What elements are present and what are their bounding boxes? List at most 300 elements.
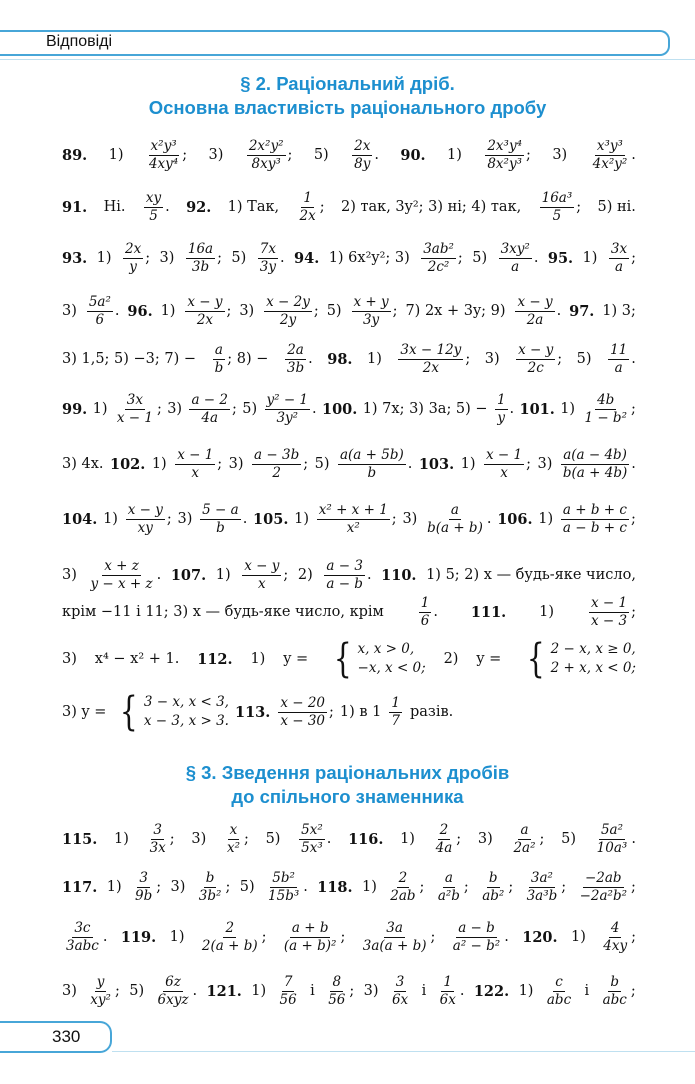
punctuation: ;	[576, 199, 582, 215]
answer-text-content: 1)	[96, 250, 112, 266]
footer-rule	[112, 1051, 695, 1052]
answer-text-content: 3)	[177, 511, 193, 527]
fraction-denominator: 4xy	[603, 937, 628, 954]
exercise-number-label: 116.	[348, 830, 384, 848]
fraction-term	[297, 823, 331, 854]
fraction	[247, 139, 286, 170]
punctuation: .	[156, 567, 162, 583]
fraction-denominator: 6xyz	[157, 991, 189, 1008]
section-2-title-line1: § 2. Раціональний дріб.	[240, 73, 455, 94]
fraction-numerator: xy	[145, 190, 162, 207]
fraction-term	[434, 871, 469, 902]
answer-text-content: 3)	[62, 651, 77, 667]
fraction-denominator: 3y²	[276, 409, 299, 426]
answer-text-content: 3) y =	[62, 704, 107, 720]
piecewise-cases	[144, 693, 229, 731]
exercise-number	[520, 401, 555, 418]
answer-text-content: 3)	[477, 831, 493, 847]
fraction-numerator: 16a	[187, 241, 214, 258]
exercise-number	[322, 401, 357, 418]
answer-text-content: разів.	[409, 704, 454, 720]
fraction-denominator: y	[497, 409, 506, 426]
fraction-term	[154, 975, 198, 1006]
fraction-term	[280, 921, 345, 952]
punctuation: ;	[319, 199, 325, 215]
fraction-numerator: 2x²y²	[248, 138, 284, 155]
fraction-denominator: x − 3	[590, 612, 628, 629]
fraction-denominator: 3a(a + b)	[362, 937, 427, 954]
fraction-denominator: b	[214, 359, 224, 376]
answer-text	[229, 456, 244, 472]
punctuation: ;	[630, 983, 636, 999]
answer-text-content: 3)	[62, 983, 77, 999]
page-header	[0, 30, 695, 60]
answer-text-content: Ні.	[103, 199, 126, 215]
punctuation: .	[312, 401, 317, 417]
fraction-denominator: a	[614, 359, 623, 376]
exercise-number	[197, 651, 232, 668]
fraction	[299, 823, 325, 854]
fraction	[87, 295, 113, 326]
fraction-denominator: x	[258, 575, 266, 592]
punctuation: .	[556, 303, 562, 319]
answer-text-content: 5)	[314, 456, 330, 472]
answer-text-content: 1)	[169, 929, 185, 945]
fraction-numerator: 6z	[165, 974, 181, 991]
exercise-number	[62, 401, 87, 418]
answer-text-content: 3)	[402, 511, 418, 527]
answer-text	[209, 147, 224, 163]
punctuation: ;	[526, 456, 532, 472]
answer-text-content: 3)	[62, 303, 77, 319]
exercise-number-label: 117.	[62, 878, 98, 896]
page-number: 330	[52, 1027, 81, 1046]
fraction-term	[417, 596, 438, 627]
fraction	[265, 393, 311, 424]
answer-text	[340, 704, 382, 720]
exercise-number-label: 112.	[197, 650, 233, 668]
piecewise-case: 2 + x, x < 0;	[550, 660, 636, 676]
fraction	[436, 871, 462, 902]
answer-text-content: і	[584, 983, 590, 999]
answer-text	[405, 303, 505, 319]
answer-text	[228, 199, 279, 215]
answer-text	[538, 511, 553, 527]
answer-text	[362, 879, 377, 895]
punctuation: .	[504, 929, 509, 945]
answer-text-content: 1)	[582, 250, 598, 266]
fraction-numerator: 5b²	[272, 870, 295, 887]
answer-text	[602, 303, 636, 319]
punctuation: .	[509, 401, 515, 417]
fraction-numerator: 3ab²	[423, 241, 454, 258]
fraction-denominator: 4x²y²	[592, 155, 628, 172]
fraction	[144, 191, 163, 222]
fraction	[608, 343, 629, 374]
answer-text-content: 1)	[570, 929, 586, 945]
answer-text	[231, 250, 246, 266]
fraction-numerator: a(a + 5b)	[339, 447, 404, 464]
punctuation: ;	[287, 147, 293, 163]
answer-text	[95, 651, 180, 667]
fraction	[186, 242, 215, 273]
exercise-number	[62, 511, 97, 528]
fraction-denominator: (a + b)²	[283, 937, 337, 954]
fraction-numerator: 3a²	[530, 870, 553, 887]
fraction-numerator: −2ab	[584, 870, 622, 887]
answer-text	[160, 250, 175, 266]
fraction-denominator: x − 1	[116, 409, 153, 426]
fraction-term	[538, 191, 582, 222]
punctuation: .	[308, 351, 313, 367]
section-2-title	[0, 72, 695, 120]
answer-text	[538, 456, 553, 472]
fraction-numerator: a − b	[458, 920, 495, 937]
answer-text	[107, 879, 122, 895]
fraction-numerator: a + b + c	[562, 502, 627, 519]
answer-text-content: крім −11 і 11; 3) x — будь-яке число, крім	[62, 604, 384, 620]
page-number-tab	[0, 1021, 112, 1053]
fraction-numerator: y	[96, 974, 105, 991]
fraction	[252, 448, 301, 479]
punctuation: .	[631, 351, 636, 367]
answer-text	[62, 983, 77, 999]
punctuation: ;	[631, 879, 636, 895]
answer-text	[129, 983, 144, 999]
exercise-number	[548, 250, 573, 267]
piecewise-case: 3 − x, x < 3,	[143, 694, 229, 710]
fraction-numerator: b	[205, 870, 215, 887]
answer-text-content: 2) так, 3y²; 3) ні; 4) так,	[340, 199, 522, 215]
fraction-term	[482, 448, 531, 479]
punctuation: ;	[419, 879, 425, 895]
section-3-title-line2: до спільного знаменника	[231, 786, 464, 807]
exercise-number-label: 93.	[62, 249, 88, 267]
answer-line	[62, 188, 636, 226]
fraction	[601, 975, 629, 1006]
exercise-number	[471, 604, 506, 621]
answer-text	[251, 983, 266, 999]
fraction	[126, 503, 165, 534]
answer-text-content: 1)	[92, 401, 108, 417]
punctuation: ;	[313, 303, 319, 319]
exercise-number-label: 94.	[294, 249, 320, 267]
answer-text	[472, 250, 487, 266]
fraction	[451, 921, 502, 952]
fraction	[278, 975, 299, 1006]
fraction	[266, 871, 301, 902]
fraction-denominator: x²	[346, 519, 360, 536]
answer-text	[191, 831, 206, 847]
answer-text-content: 3)	[239, 303, 255, 319]
fraction-denominator: 5	[149, 207, 158, 224]
fraction-numerator: x + z	[104, 558, 139, 575]
exercise-number	[317, 879, 352, 896]
exercise-number-label: 99.	[62, 400, 88, 418]
fraction-term	[606, 343, 636, 374]
answer-text-content: 1) Так,	[227, 199, 280, 215]
fraction	[278, 696, 327, 727]
brace-symbol: {	[333, 636, 352, 682]
fraction-term	[432, 823, 462, 854]
exercise-number	[253, 511, 288, 528]
fraction	[540, 191, 575, 222]
punctuation: ;	[561, 879, 567, 895]
punctuation: ;	[225, 879, 231, 895]
fraction-term	[599, 921, 636, 952]
fraction-term	[223, 823, 249, 854]
answer-text	[93, 401, 108, 417]
answer-text-content: 2)	[297, 567, 313, 583]
fraction-denominator: abc	[546, 991, 572, 1008]
fraction-term	[449, 921, 509, 952]
answer-text	[363, 401, 488, 417]
fraction-term	[359, 921, 436, 952]
fraction-denominator: xy²	[90, 991, 111, 1008]
fraction-numerator: a − 3b	[254, 447, 300, 464]
answer-text	[161, 303, 176, 319]
answer-text	[561, 831, 576, 847]
fraction-term	[396, 343, 470, 374]
answer-text	[364, 983, 379, 999]
fraction-numerator: x − y	[187, 294, 223, 311]
punctuation: .	[374, 147, 379, 163]
fraction-denominator: a² − b²	[452, 937, 501, 954]
answer-text-content: 1)	[114, 831, 129, 847]
fraction	[225, 823, 242, 854]
piecewise-system	[330, 636, 426, 682]
punctuation: .	[165, 199, 170, 215]
punctuation: ;	[283, 567, 289, 583]
fraction-numerator: 3xy²	[500, 241, 530, 258]
fraction-denominator: 2c	[527, 359, 544, 376]
fraction-denominator: a − b + c	[562, 519, 627, 536]
piecewise-cases	[551, 640, 636, 678]
piecewise-system	[523, 636, 636, 682]
fraction-term	[145, 139, 187, 170]
exercise-number-label: 92.	[186, 198, 212, 216]
punctuation: ;	[243, 831, 249, 847]
section-3-title	[0, 761, 695, 809]
fraction-term	[322, 559, 371, 590]
fraction-denominator: x	[500, 464, 508, 481]
exercise-number-label: 90.	[400, 146, 426, 164]
exercise-number	[127, 303, 152, 320]
fraction-denominator: 15b³	[268, 887, 300, 904]
fraction	[511, 823, 537, 854]
fraction	[582, 393, 629, 424]
fraction-term	[324, 975, 354, 1006]
answer-text-content: y =	[283, 651, 309, 667]
exercise-number-label: 120.	[522, 928, 558, 946]
fraction-denominator: 5x³	[301, 839, 323, 856]
fraction	[485, 139, 524, 170]
fraction	[484, 448, 524, 479]
exercise-number-label: 101.	[519, 400, 555, 418]
fraction-term	[113, 393, 162, 424]
fraction-term	[513, 295, 561, 326]
fraction	[88, 559, 154, 590]
answer-text-content: 1)	[106, 879, 122, 895]
fraction-denominator: 3b	[286, 359, 305, 376]
fraction-term	[388, 975, 412, 1006]
fraction	[324, 559, 365, 590]
fraction-denominator: a²b	[437, 887, 460, 904]
fraction	[595, 823, 630, 854]
exercise-number	[327, 351, 352, 368]
answer-text	[327, 303, 342, 319]
answer-text-content: 1)	[361, 879, 377, 895]
answer-text	[240, 879, 255, 895]
exercise-number	[121, 929, 156, 946]
fraction-denominator: 3x	[149, 839, 166, 856]
answer-line	[62, 498, 636, 540]
fraction-denominator: 10a³	[596, 839, 628, 856]
fraction-term	[478, 871, 513, 902]
fraction-term	[336, 448, 412, 479]
exercise-number	[419, 456, 454, 473]
fraction-denominator: 2a	[526, 311, 544, 328]
fraction-numerator: a − 2	[191, 392, 228, 409]
answer-text-content: 5)	[129, 983, 145, 999]
answer-text	[422, 983, 427, 999]
answer-text	[152, 456, 167, 472]
answer-text	[171, 879, 186, 895]
answer-text	[402, 511, 417, 527]
fraction-numerator: 3	[395, 974, 405, 991]
brace-symbol: {	[120, 689, 139, 735]
fraction-numerator: 1	[303, 190, 312, 207]
fraction	[200, 503, 241, 534]
fraction-term	[142, 191, 170, 222]
answer-text-content: 1)	[367, 351, 382, 367]
exercise-number-label: 102.	[110, 455, 146, 473]
answer-text	[571, 929, 586, 945]
fraction-denominator: −2a²b²	[579, 887, 627, 904]
answer-text	[315, 456, 330, 472]
answer-text-content: 5)	[239, 879, 255, 895]
fraction-term	[262, 295, 319, 326]
answer-text	[167, 401, 182, 417]
fraction	[326, 975, 347, 1006]
punctuation: ;	[169, 831, 175, 847]
answer-text	[62, 351, 196, 367]
exercise-number	[294, 250, 319, 267]
fraction	[434, 823, 455, 854]
answer-text-content: 5) ні.	[597, 199, 636, 215]
fraction-denominator: y	[129, 258, 137, 275]
punctuation: ;	[232, 401, 237, 417]
answer-text	[485, 351, 500, 367]
answer-text	[314, 147, 329, 163]
fraction-numerator: 3c	[74, 920, 91, 937]
fraction	[525, 871, 560, 902]
fraction-term	[350, 139, 379, 170]
fraction	[298, 191, 318, 222]
exercise-number	[522, 929, 557, 946]
fraction	[88, 975, 113, 1006]
punctuation: ;	[630, 401, 636, 417]
answer-text-content: 5)	[242, 401, 258, 417]
punctuation: .	[459, 983, 465, 999]
exercise-number-label: 111.	[470, 603, 507, 621]
answer-text	[62, 456, 104, 472]
punctuation: ;	[526, 147, 531, 163]
exercise-number-label: 97.	[569, 302, 595, 320]
punctuation: ; 8) −	[227, 351, 269, 367]
answer-text-content: 1)	[460, 456, 476, 472]
answer-text	[62, 567, 77, 583]
fraction-numerator: x	[229, 822, 238, 839]
exercise-number-label: 115.	[62, 830, 98, 848]
answer-line	[62, 818, 636, 860]
fraction-numerator: x − y	[518, 342, 554, 359]
fraction-term	[315, 503, 397, 534]
answer-text	[62, 704, 106, 720]
fraction	[545, 975, 573, 1006]
answer-line	[62, 443, 636, 485]
answer-text	[242, 401, 257, 417]
fraction-denominator: ab²	[482, 887, 505, 904]
fraction-term	[599, 975, 636, 1006]
fraction-term	[211, 343, 269, 374]
exercise-number	[474, 983, 509, 1000]
fraction	[123, 242, 143, 273]
punctuation: ;	[630, 511, 636, 527]
fraction-term	[240, 559, 288, 590]
fraction	[495, 393, 508, 424]
answer-text-content: 3)	[484, 351, 500, 367]
fraction-term	[580, 393, 635, 424]
punctuation: ;	[631, 604, 636, 620]
answer-text	[62, 651, 77, 667]
fraction	[317, 503, 390, 534]
answer-text	[426, 567, 636, 583]
punctuation: ;	[465, 351, 471, 367]
fraction-numerator: 16a³	[541, 190, 573, 207]
fraction-numerator: 4	[610, 920, 620, 937]
fraction-denominator: 4a	[201, 409, 219, 426]
punctuation: .	[486, 511, 492, 527]
fraction	[438, 975, 458, 1006]
fraction	[156, 975, 191, 1006]
punctuation: ;	[631, 929, 636, 945]
answer-text-content: 5)	[561, 831, 576, 847]
exercise-number	[186, 199, 211, 216]
fraction-denominator: 2a²	[513, 839, 536, 856]
fraction-term	[256, 242, 285, 273]
punctuation: ;	[166, 511, 172, 527]
answer-text	[585, 983, 590, 999]
fraction-term	[419, 242, 463, 273]
answer-line	[62, 238, 636, 278]
exercise-number-label: 89.	[62, 146, 88, 164]
exercise-number-label: 121.	[206, 982, 242, 1000]
fraction	[419, 596, 432, 627]
fraction-term	[173, 448, 222, 479]
answer-text-content: 1)	[400, 831, 415, 847]
answer-text-content: 5)	[231, 250, 247, 266]
punctuation: ;	[508, 879, 514, 895]
fraction-numerator: a + b	[291, 920, 329, 937]
fraction-numerator: 5a²	[600, 822, 624, 839]
fraction-term	[62, 921, 107, 952]
fraction-term	[543, 975, 575, 1006]
fraction	[185, 295, 224, 326]
section-3-title-line1: § 3. Зведення раціональних дробів	[185, 762, 510, 783]
fraction-denominator: a − b	[326, 575, 363, 592]
fraction	[133, 871, 154, 902]
